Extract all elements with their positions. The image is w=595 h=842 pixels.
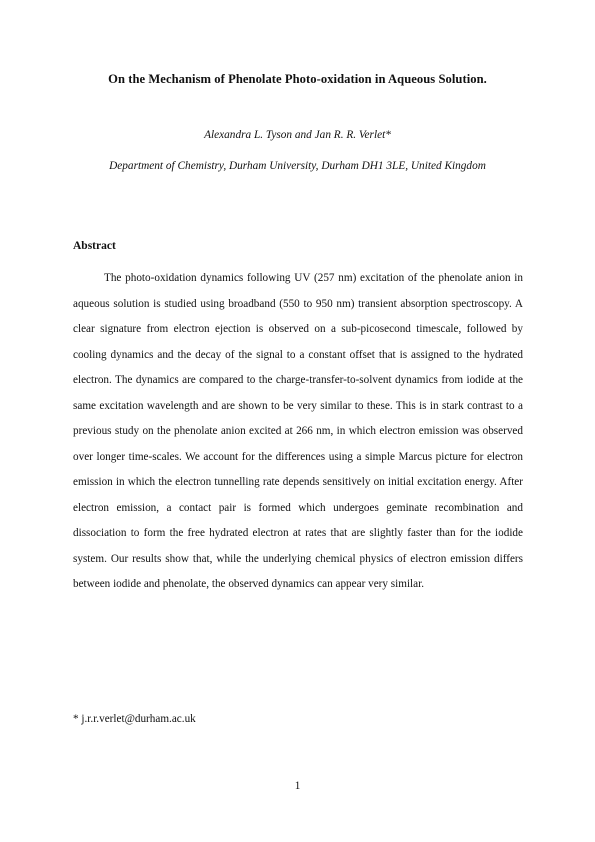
paper-title: On the Mechanism of Phenolate Photo-oxidation in Aqueous Solution. bbox=[108, 72, 487, 86]
corresponding-author-footnote: * j.r.r.verlet@durham.ac.uk bbox=[73, 713, 196, 725]
abstract-heading: Abstract bbox=[73, 240, 116, 252]
page-number: 1 bbox=[294, 780, 301, 792]
author-affiliation: Department of Chemistry, Durham University, Durham DH1 3LE, United Kingdom bbox=[109, 160, 486, 172]
abstract-body: The photo-oxidation dynamics following UV (257 nm) excitation of the phenolate anion in aqueous solution is studied using broadband (550 to 950 nm) transient absorption spectroscopy. A clear signature from electron ejection is observed on a sub-picosecond timescale, followed by cooling dynamics and the decay of the signal to a constant offset that is assigned to the hydrated electron. The dynamics are compared to the charge-transfer-to-solvent dynamics from iodide at the same excitation wavelength and are shown to be very similar to these. This is in stark contrast to a previous study on the phenolate anion excited at 266 nm, in which electron emission was observed over longer time-scales. We account for the differences using a simple Marcus picture for electron emission in which the electron tunnelling rate depends sensitively on initial excitation energy. After electron emission, a contact pair is formed which undergoes geminate recombination and dissociation to form the free hydrated electron at rates that are slightly faster than for the iodide system. Our results show that, while the underlying chemical physics of electron emission differs between iodide and phenolate, the observed dynamics can appear very similar. bbox=[73, 272, 523, 590]
author-list: Alexandra L. Tyson and Jan R. R. Verlet* bbox=[204, 129, 391, 141]
